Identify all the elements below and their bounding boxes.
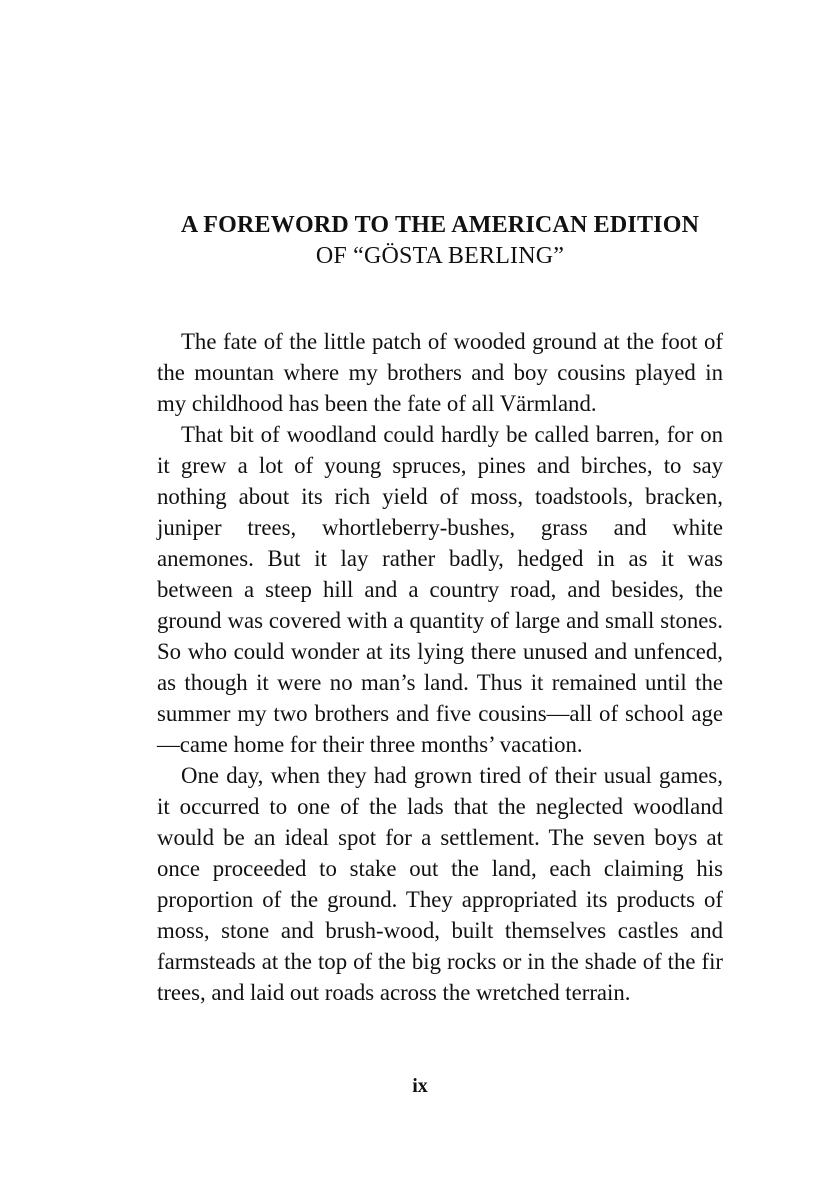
- title-line-1: A FOREWORD TO THE AMERICAN EDITION: [180, 212, 700, 238]
- foreword-text-block: [157, 210, 723, 1008]
- paragraph: The fate of the little patch of wooded ground at the foot of the mountan where my brothers and boy cousins played in my childhood has been the fate of all Värmland.: [157, 329, 723, 416]
- title-line-2: OF “GÖSTA BERLING”: [315, 243, 565, 269]
- body-text: [157, 326, 723, 1008]
- paragraph: One day, when they had grown tired of their usual games, it occurred to one of the lads that the neglected woodland would be an ideal spot for a settlement. The seven boys at once proceeded to stake out the land, each claiming his proportion of the ground. They appropriated its products of moss, stone and brush-wood, built themselves castles and farmsteads at the top of the big rocks or in the shade of the fir trees, and laid out roads across the wretched terrain.: [157, 763, 723, 1005]
- page-number: ix: [412, 1075, 428, 1097]
- chapter-title: [157, 210, 723, 272]
- paragraph: That bit of woodland could hardly be called barren, for on it grew a lot of young spruces, pines and birches, to say nothing about its rich yield of moss, toadstools, bracken, juniper trees, whortleberry-bushes, grass and white anemones. But it lay rather badly, hedged in as it was between a steep hill and a country road, and besides, the ground was covered with a quantity of large and small stones. So who could wonder at its lying there unused and unfenced, as though it were no man’s land. Thus it remained until the summer my two brothers and five cousins—all of school age—came home for their three months’ vacation.: [157, 422, 723, 757]
